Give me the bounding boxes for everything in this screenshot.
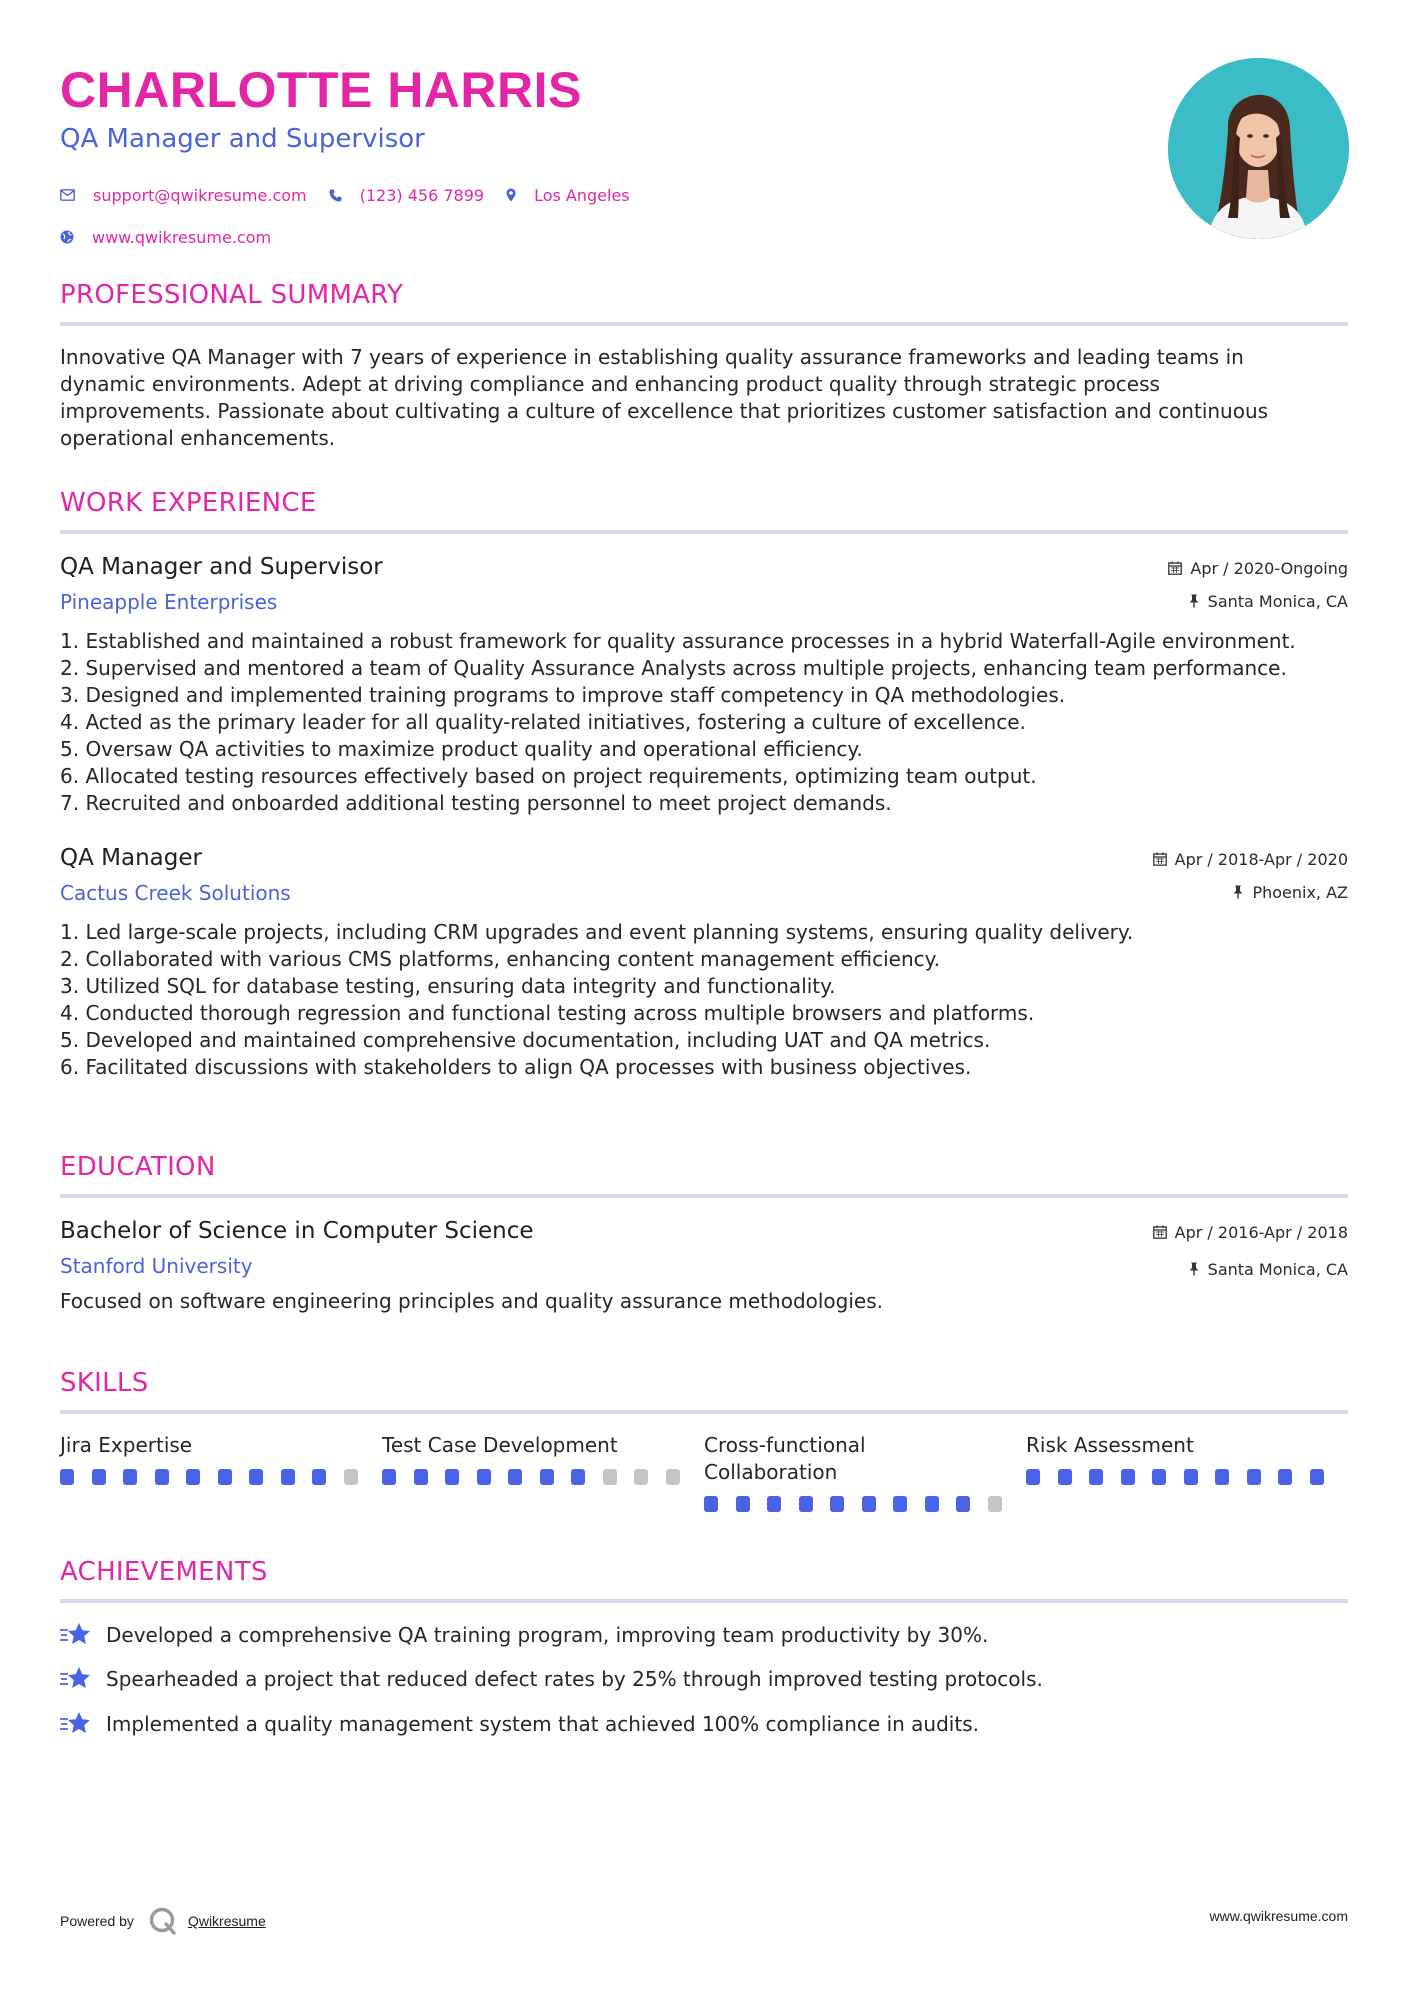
- summary-line: improvements. Passionate about cultivating a culture of excellence that prioritizes customer satisfaction and continuous: [60, 399, 1269, 423]
- email-text: support@qwikresume.com: [93, 185, 307, 205]
- skill-name-line: Collaboration: [704, 1460, 838, 1484]
- pushpin-icon: [1232, 885, 1244, 899]
- rating-dot-filled: [218, 1469, 232, 1485]
- profile-photo: [1168, 58, 1349, 239]
- contact-email[interactable]: [60, 186, 307, 205]
- map-pin-icon: [506, 188, 516, 202]
- rating-dot-empty: [666, 1469, 680, 1485]
- rating-dot-filled: [414, 1469, 428, 1485]
- rating-dot-filled: [704, 1496, 718, 1512]
- powered-by: [60, 1906, 266, 1936]
- rating-dot-filled: [60, 1469, 74, 1485]
- skill-rating: [1026, 1469, 1348, 1485]
- rating-dot-filled: [1278, 1469, 1292, 1485]
- job-title: QA Manager and Supervisor: [60, 554, 383, 580]
- job-company[interactable]: Pineapple Enterprises: [60, 590, 278, 614]
- list-item: 7. Recruited and onboarded additional testing personnel to meet project demands.: [60, 791, 892, 815]
- list-item: 5. Developed and maintained comprehensive documentation, including UAT and QA metrics.: [60, 1028, 991, 1052]
- qwikresume-logo-icon: [148, 1906, 178, 1936]
- rating-dot-filled: [1247, 1469, 1261, 1485]
- summary-heading: PROFESSIONAL SUMMARY: [60, 280, 404, 310]
- summary-section: [60, 278, 1348, 452]
- rating-dot-filled: [281, 1469, 295, 1485]
- list-item: 3. Designed and implemented training programs to improve staff competency in QA methodologies.: [60, 683, 1066, 707]
- rating-dot-filled: [1184, 1469, 1198, 1485]
- rating-dot-filled: [1310, 1469, 1324, 1485]
- experience-section: [60, 486, 1348, 1081]
- rating-dot-empty: [988, 1496, 1002, 1512]
- rating-dot-filled: [312, 1469, 326, 1485]
- skills-heading: SKILLS: [60, 1368, 149, 1398]
- rating-dot-filled: [1026, 1469, 1040, 1485]
- rating-dot-filled: [1152, 1469, 1166, 1485]
- rating-dot-filled: [956, 1496, 970, 1512]
- list-item: 1. Established and maintained a robust framework for quality assurance processes in a hybrid Waterfall-Agile environment.: [60, 629, 1296, 653]
- phone-icon: [329, 189, 342, 202]
- list-item: 6. Allocated testing resources effectively based on project requirements, optimizing team output.: [60, 764, 1037, 788]
- rating-dot-empty: [634, 1469, 648, 1485]
- achievement-item: Spearheaded a project that reduced defect rates by 25% through improved testing protocols.: [60, 1666, 1348, 1693]
- achievement-item: Developed a comprehensive QA training program, improving team productivity by 30%.: [60, 1621, 1348, 1648]
- list-item: 6. Facilitated discussions with stakeholders to align QA processes with business objectives.: [60, 1055, 972, 1079]
- section-divider: [60, 1410, 1348, 1414]
- phone-text: (123) 456 7899: [359, 185, 485, 205]
- skill-item: [382, 1432, 704, 1512]
- rating-dot-filled: [799, 1496, 813, 1512]
- calendar-icon: [1153, 1225, 1167, 1239]
- job-dates: Apr / 2018-Apr / 2020: [1153, 849, 1348, 869]
- job-entry: [60, 552, 1348, 817]
- achievements-list: [60, 1621, 1348, 1737]
- rating-dot-empty: [344, 1469, 358, 1485]
- rating-dot-filled: [445, 1469, 459, 1485]
- summary-line: dynamic environments. Adept at driving compliance and enhancing product quality through strategic process: [60, 372, 1160, 396]
- rating-dot-filled: [540, 1469, 554, 1485]
- contact-phone[interactable]: [329, 186, 484, 205]
- contact-row-website: [60, 226, 1160, 248]
- calendar-icon: [1168, 561, 1182, 575]
- powered-by-label: Powered by: [60, 1913, 134, 1929]
- job-title: QA Manager: [60, 845, 202, 871]
- website-text: www.qwikresume.com: [92, 227, 272, 247]
- achievements-heading: ACHIEVEMENTS: [60, 1557, 268, 1587]
- job-entry: [60, 843, 1348, 1081]
- job-company[interactable]: Cactus Creek Solutions: [60, 881, 291, 905]
- skill-name: Test Case Development: [382, 1433, 618, 1457]
- rating-dot-filled: [1089, 1469, 1103, 1485]
- list-item: 2. Collaborated with various CMS platforms, enhancing content management efficiency.: [60, 947, 940, 971]
- star-icon: [60, 1711, 92, 1737]
- job-location: Phoenix, AZ: [1153, 882, 1348, 902]
- candidate-headline: QA Manager and Supervisor: [60, 124, 425, 154]
- skill-item: [60, 1432, 382, 1512]
- location-text: Los Angeles: [534, 185, 630, 205]
- rating-dot-filled: [382, 1469, 396, 1485]
- education-heading: EDUCATION: [60, 1152, 216, 1182]
- contact-website[interactable]: [60, 228, 271, 247]
- section-divider: [60, 530, 1348, 534]
- skill-name-line: Cross-functional: [704, 1433, 866, 1457]
- list-item: 4. Conducted thorough regression and functional testing across multiple browsers and platforms.: [60, 1001, 1035, 1025]
- education-section: [60, 1150, 1348, 1315]
- rating-dot-filled: [92, 1469, 106, 1485]
- list-item: 1. Led large-scale projects, including CRM upgrades and event planning systems, ensuring quality delivery.: [60, 920, 1134, 944]
- pushpin-icon: [1188, 1262, 1200, 1276]
- envelope-icon: [60, 189, 75, 201]
- candidate-name: CHARLOTTE HARRIS: [60, 62, 582, 118]
- summary-text: [60, 344, 1348, 452]
- rating-dot-filled: [893, 1496, 907, 1512]
- rating-dot-filled: [1215, 1469, 1229, 1485]
- skills-section: [60, 1366, 1348, 1512]
- rating-dot-filled: [830, 1496, 844, 1512]
- achievement-item: Implemented a quality management system that achieved 100% compliance in audits.: [60, 1710, 1348, 1737]
- rating-dot-filled: [1121, 1469, 1135, 1485]
- skill-rating: [382, 1469, 704, 1485]
- degree-title: Bachelor of Science in Computer Science: [60, 1218, 534, 1244]
- summary-line: Innovative QA Manager with 7 years of experience in establishing quality assurance frameworks and leading teams in: [60, 345, 1244, 369]
- education-dates: Apr / 2016-Apr / 2018: [1153, 1222, 1348, 1242]
- experience-heading: WORK EXPERIENCE: [60, 488, 317, 518]
- rating-dot-filled: [925, 1496, 939, 1512]
- skill-rating: [60, 1469, 382, 1485]
- job-meta: [1168, 558, 1348, 611]
- rating-dot-filled: [736, 1496, 750, 1512]
- school-name[interactable]: Stanford University: [60, 1254, 253, 1278]
- education-description: Focused on software engineering principles and quality assurance methodologies.: [60, 1289, 883, 1313]
- calendar-icon: [1153, 852, 1167, 866]
- job-dates: Apr / 2020-Ongoing: [1168, 558, 1348, 578]
- list-item: 5. Oversaw QA activities to maximize product quality and operational efficiency.: [60, 737, 863, 761]
- skill-name: [704, 1432, 1026, 1486]
- skills-grid: [60, 1432, 1348, 1512]
- job-location: Santa Monica, CA: [1168, 591, 1348, 611]
- rating-dot-empty: [603, 1469, 617, 1485]
- rating-dot-filled: [155, 1469, 169, 1485]
- star-icon: [60, 1622, 92, 1648]
- section-divider: [60, 1194, 1348, 1198]
- rating-dot-filled: [571, 1469, 585, 1485]
- rating-dot-filled: [249, 1469, 263, 1485]
- skill-item: [1026, 1432, 1348, 1512]
- globe-icon: [60, 230, 74, 244]
- qwikresume-link[interactable]: Qwikresume: [187, 1913, 266, 1929]
- rating-dot-filled: [1058, 1469, 1072, 1485]
- rating-dot-filled: [862, 1496, 876, 1512]
- education-entry: [60, 1216, 1348, 1315]
- education-meta: [1153, 1222, 1348, 1279]
- list-item: 2. Supervised and mentored a team of Quality Assurance Analysts across multiple projects, enhancing team performance.: [60, 656, 1287, 680]
- star-icon: [60, 1666, 92, 1692]
- page-footer: [60, 1896, 1348, 1936]
- job-responsibilities: [60, 628, 1348, 817]
- rating-dot-filled: [186, 1469, 200, 1485]
- job-responsibilities: [60, 919, 1348, 1081]
- skill-item: [704, 1432, 1026, 1512]
- contact-location: [506, 186, 630, 205]
- contact-row: [60, 184, 1160, 206]
- list-item: 4. Acted as the primary leader for all quality-related initiatives, fostering a culture of excellence.: [60, 710, 1026, 734]
- skill-name: Jira Expertise: [60, 1433, 193, 1457]
- skill-name: Risk Assessment: [1026, 1433, 1194, 1457]
- rating-dot-filled: [508, 1469, 522, 1485]
- list-item: 3. Utilized SQL for database testing, ensuring data integrity and functionality.: [60, 974, 836, 998]
- skill-rating: [704, 1496, 1026, 1512]
- pushpin-icon: [1188, 594, 1200, 608]
- rating-dot-filled: [767, 1496, 781, 1512]
- rating-dot-filled: [477, 1469, 491, 1485]
- education-location: Santa Monica, CA: [1153, 1259, 1348, 1279]
- summary-line: operational enhancements.: [60, 426, 336, 450]
- resume-header: [60, 58, 1160, 248]
- rating-dot-filled: [123, 1469, 137, 1485]
- job-meta: [1153, 849, 1348, 902]
- section-divider: [60, 1599, 1348, 1603]
- section-divider: [60, 322, 1348, 326]
- footer-url[interactable]: www.qwikresume.com: [1209, 1908, 1348, 1924]
- achievements-section: [60, 1555, 1348, 1737]
